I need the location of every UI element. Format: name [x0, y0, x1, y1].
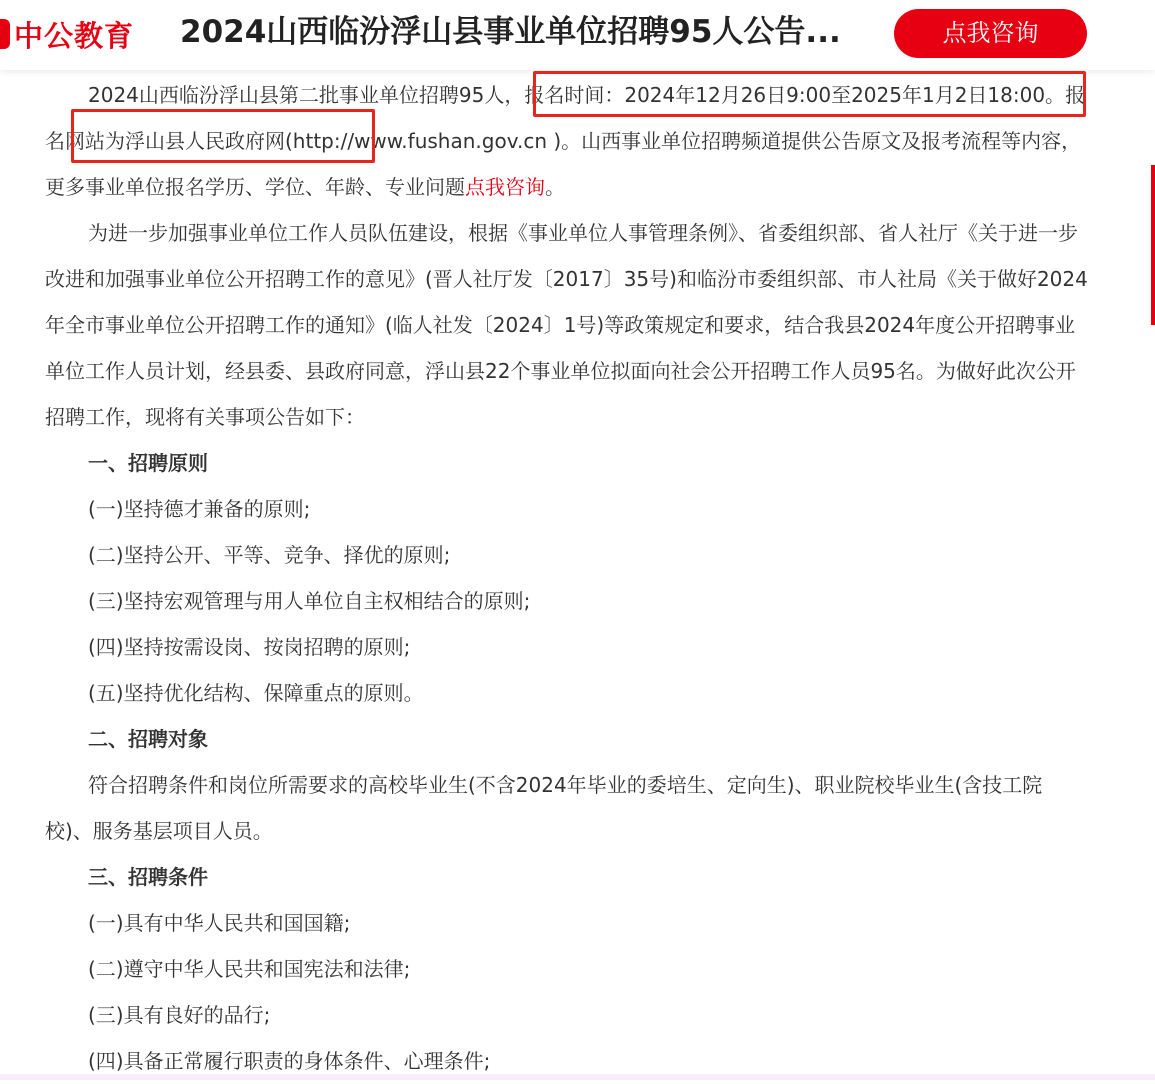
- logo-text: 中公教育: [14, 18, 135, 53]
- principle-item: (三)坚持宏观管理与用人单位自主权相结合的原则;: [88, 589, 531, 613]
- intro-text-2: 0。: [1032, 83, 1066, 107]
- site-logo[interactable]: [0, 12, 134, 56]
- condition-item: (一)具有中华人民共和国国籍;: [88, 911, 351, 935]
- registration-site-highlight-box: [71, 109, 375, 163]
- article-body: [45, 72, 1090, 1084]
- bottom-strip: [0, 1074, 1155, 1080]
- logo-mark-icon: [0, 19, 10, 49]
- intro-text: 2024山西临汾浮山县第二批事业单位招聘95人，: [88, 83, 525, 107]
- registration-time: 报名时间：2024年12月26日9:00至2025年1月2日18:0: [524, 83, 1033, 107]
- condition-item: (二)遵守中华人民共和国宪法和法律;: [88, 957, 411, 981]
- consult-link[interactable]: 点我咨询: [465, 175, 545, 199]
- principle-item: (四)坚持按需设岗、按岗招聘的原则;: [88, 635, 411, 659]
- principle-item: (五)坚持优化结构、保障重点的原则。: [88, 681, 424, 705]
- targets-paragraph: 符合招聘条件和岗位所需要求的高校毕业生(不含2024年毕业的委培生、定向生)、职业院校毕业生(含技工院校)、服务基层项目人员。: [45, 773, 1043, 843]
- condition-item: (四)具备正常履行职责的身体条件、心理条件;: [88, 1049, 491, 1073]
- registration-site: 报名网站为浮山县人民政府网: [45, 83, 1086, 153]
- side-accent-bar: [1151, 165, 1155, 325]
- intro-end: 。: [545, 175, 565, 199]
- section-heading-principles: 一、招聘原则: [88, 451, 208, 475]
- consult-button[interactable]: 点我咨询: [894, 9, 1087, 58]
- site-header: [0, 0, 1155, 70]
- section-heading-targets: 二、招聘对象: [88, 727, 208, 751]
- intro-text-3: (http://www.fushan.gov.cn )。山西事业单位招聘频道提供公告原文及报考流程等内容，更多事业单位报名学历、学位、年龄、专业问题: [45, 129, 1082, 199]
- registration-time-highlight-box: [533, 71, 1086, 117]
- page-title: 2024山西临汾浮山县事业单位招聘95人公告...: [180, 14, 841, 50]
- policy-paragraph: 为进一步加强事业单位工作人员队伍建设，根据《事业单位人事管理条例》、省委组织部、省人社厅《关于进一步改进和加强事业单位公开招聘工作的意见》(晋人社厅发〔2017〕35号)和临汾市委组织部、市人社局《关于做好2024年全市事业单位公开招聘工作的通知》(临人社发〔2024〕1号)等政策规定和要求，结合我县2024年度公开招聘事业单位工作人员计划，经县委、县政府同意，浮山县22个事业单位拟面向社会公开招聘工作人员95名。为做好此次公开招聘工作，现将有关事项公告如下：: [45, 221, 1088, 429]
- principle-item: (二)坚持公开、平等、竞争、择优的原则;: [88, 543, 451, 567]
- condition-item: (三)具有良好的品行;: [88, 1003, 271, 1027]
- section-heading-conditions: 三、招聘条件: [88, 865, 208, 889]
- principle-item: (一)坚持德才兼备的原则;: [88, 497, 311, 521]
